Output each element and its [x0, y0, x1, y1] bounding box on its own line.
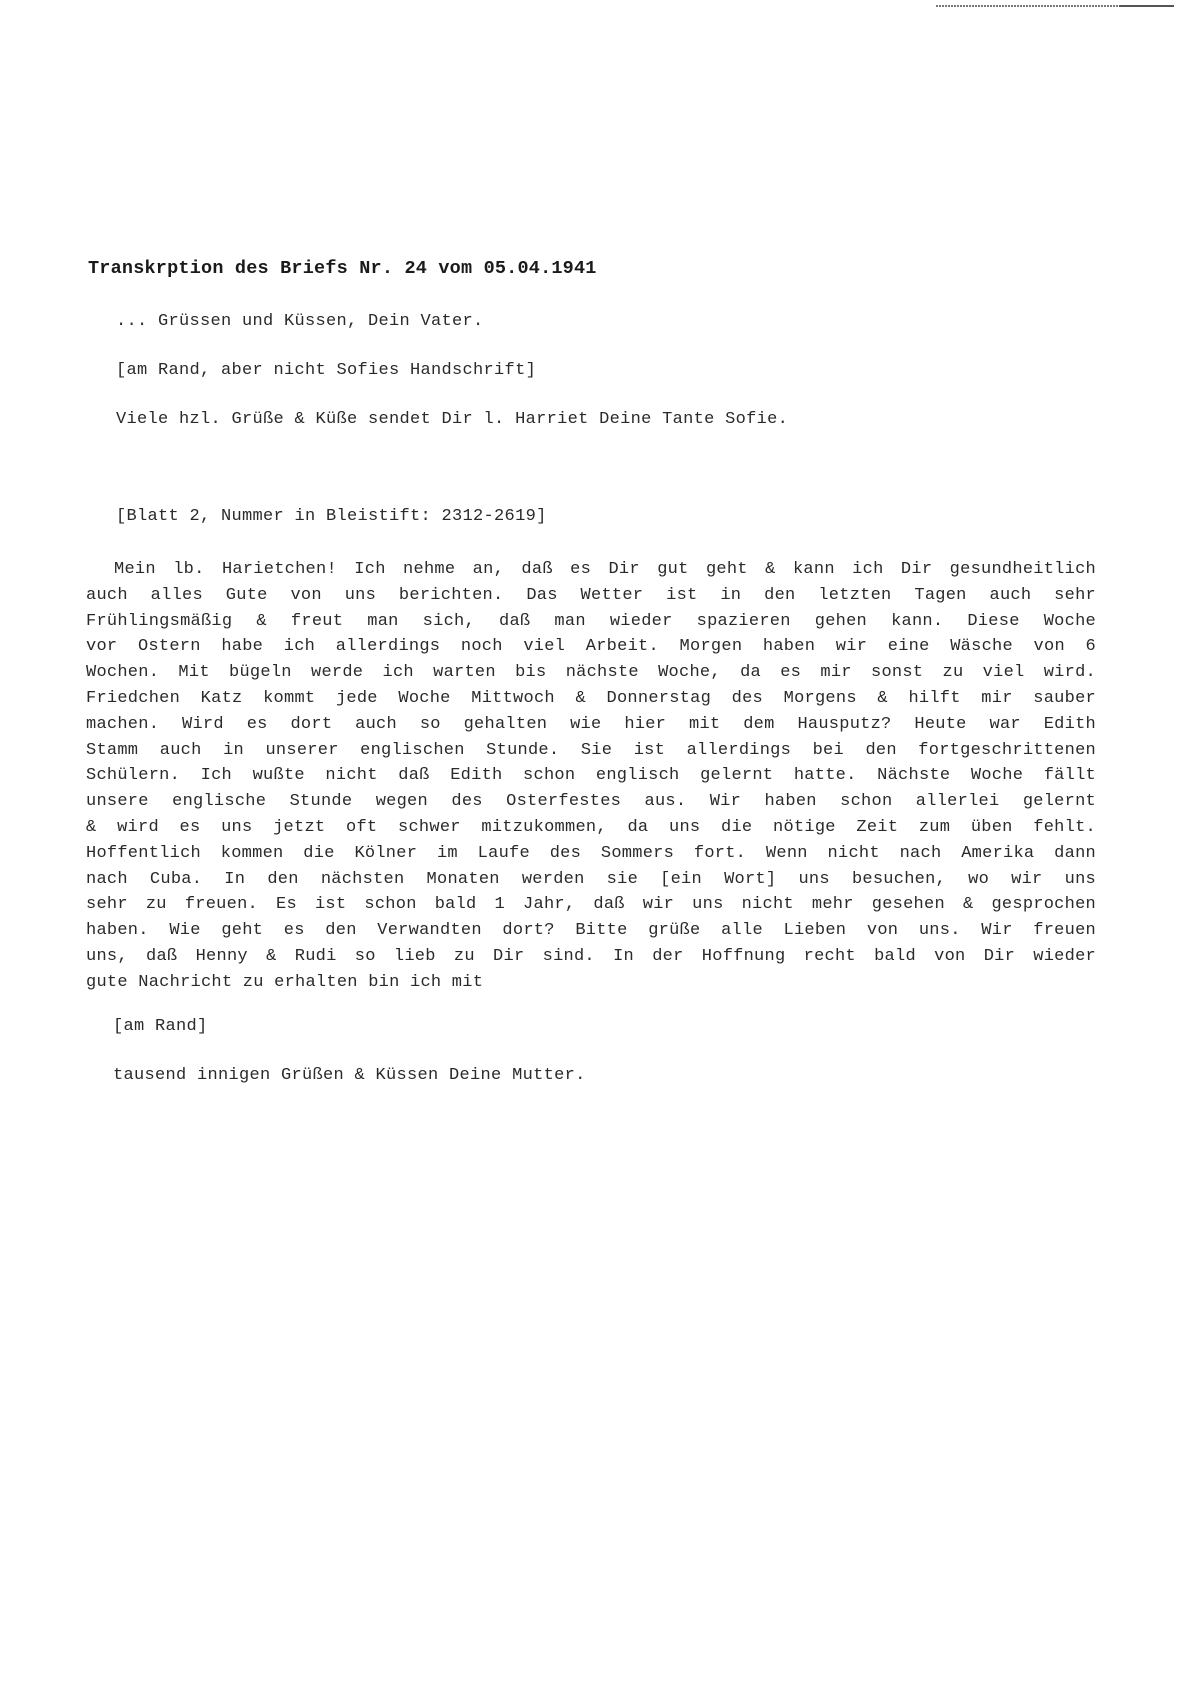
letter-line: uns, daß Henny & Rudi so lieb zu Dir sind. In der Hoffnung recht bald von Dir wieder: [86, 946, 1096, 966]
margin-note-2: [am Rand]: [113, 1017, 208, 1036]
letter-line: vor Ostern habe ich allerdings noch viel Arbeit. Morgen haben wir eine Wäsche von 6: [86, 637, 1096, 657]
letter-line: haben. Wie geht es den Verwandten dort? Bitte grüße alle Lieben von uns. Wir freuen: [86, 921, 1096, 941]
letter-line: machen. Wird es dort auch so gehalten wie hier mit dem Hausputz? Heute war Edith: [86, 714, 1096, 734]
letter-line: Mein lb. Harietchen! Ich nehme an, daß es Dir gut geht & kann ich Dir gesundheitlich: [114, 560, 1096, 579]
letter-line: gute Nachricht zu erhalten bin ich mit: [86, 972, 484, 992]
letter-line: Frühlingsmäßig & freut man sich, daß man wieder spazieren gehen kann. Diese Woche: [86, 611, 1096, 631]
letter-line: unsere englische Stunde wegen des Osterfestes aus. Wir haben schon allerlei gelernt: [86, 792, 1096, 812]
mother-closing-line: tausend innigen Grüßen & Küssen Deine Mutter.: [113, 1066, 586, 1085]
scan-edge-mark: [936, 5, 1174, 7]
letter-line: & wird es uns jetzt oft schwer mitzukommen, da uns die nötige Zeit zum üben fehlt.: [86, 817, 1096, 837]
letter-line: nach Cuba. In den nächsten Monaten werden sie [ein Wort] uns besuchen, wo wir uns: [86, 869, 1096, 889]
scan-edge-line: [1119, 5, 1174, 7]
letter-line: Hoffentlich kommen die Kölner im Laufe des Sommers fort. Wenn nicht nach Amerika dann: [86, 843, 1096, 863]
letter-line: Wochen. Mit bügeln werde ich warten bis nächste Woche, da es mir sonst zu viel wird.: [86, 663, 1096, 683]
letter-line: Stamm auch in unserer englischen Stunde. Sie ist allerdings bei den fortgeschrittenen: [86, 740, 1096, 760]
letter-line: Schülern. Ich wußte nicht daß Edith schon englisch gelernt hatte. Nächste Woche fällt: [86, 766, 1096, 786]
father-closing-line: ... Grüssen und Küssen, Dein Vater.: [116, 312, 484, 331]
letter-body: [86, 557, 1096, 996]
margin-note-1: [am Rand, aber nicht Sofies Handschrift]: [116, 361, 537, 380]
letter-line: Friedchen Katz kommt jede Woche Mittwoch & Donnerstag des Morgens & hilft mir sauber: [86, 688, 1096, 708]
letter-line: auch alles Gute von uns berichten. Das Wetter ist in den letzten Tagen auch sehr: [86, 585, 1096, 605]
sheet-note: [Blatt 2, Nummer in Bleistift: 2312-2619]: [116, 507, 547, 526]
letter-line: sehr zu freuen. Es ist schon bald 1 Jahr, daß wir uns nicht mehr gesehen & gesprochen: [86, 895, 1096, 915]
aunt-greeting-line: Viele hzl. Grüße & Küße sendet Dir l. Harriet Deine Tante Sofie.: [116, 410, 789, 429]
document-title: Transkrption des Briefs Nr. 24 vom 05.04.1941: [88, 258, 597, 279]
